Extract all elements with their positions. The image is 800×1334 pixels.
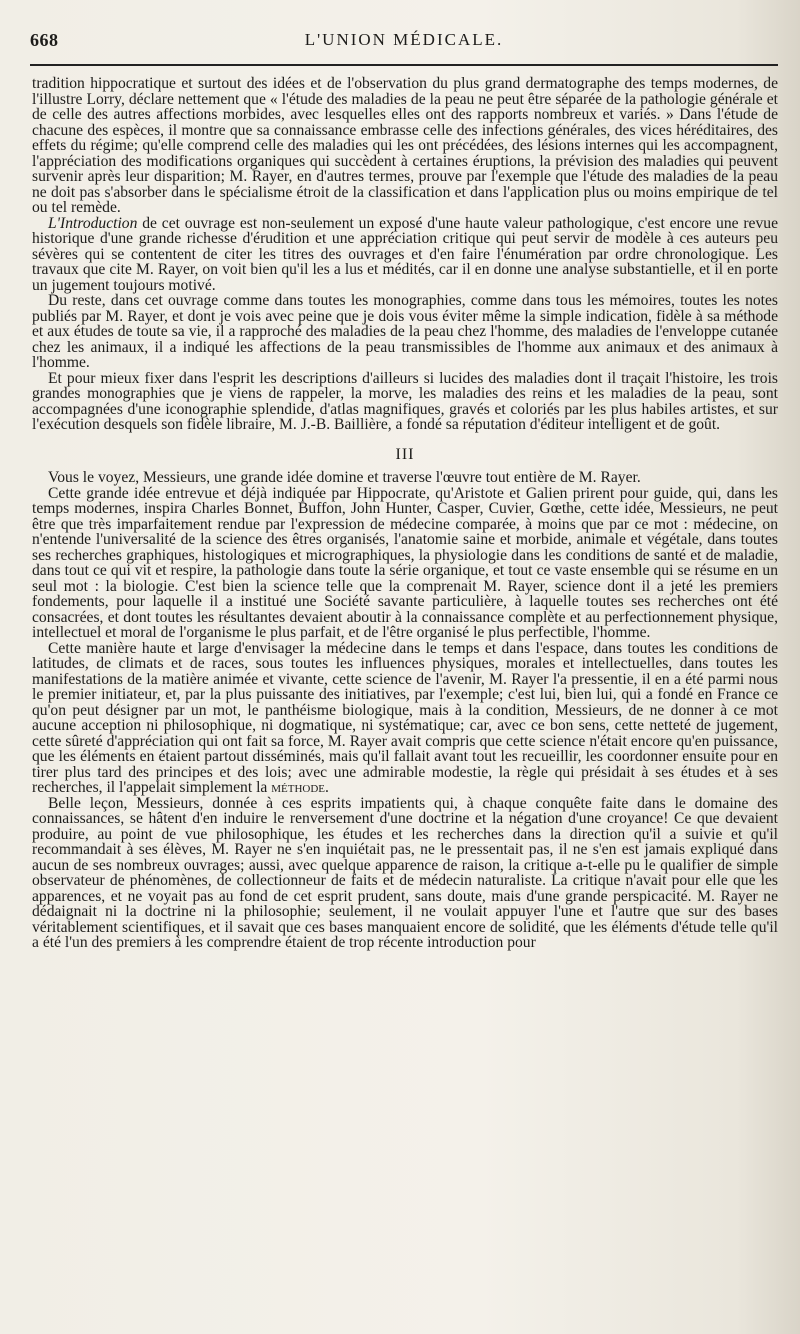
page-number: 668 <box>30 30 59 50</box>
methode-smallcaps: méthode. <box>271 779 329 796</box>
page-header <box>30 30 778 64</box>
paragraph-text: de cet ouvrage est non-seulement un exposé d'une haute valeur pathologique, c'est encore une revue historique d'une grande richesse d'érudition et une appréciation critique qui peut servir de modèle à ces auteurs peu sévères qui se contentent de citer les titres des ouvrages et d'en faire l'énumération par ordre chronologique. Les travaux que cite M. Rayer, on voit bien qu'il les a lus et médités, car il en donne une analyse substantielle, et il en porte un jugement toujours motivé. <box>32 214 778 294</box>
paragraph <box>32 641 778 796</box>
paragraph: Belle leçon, Messieurs, donnée à ces esprits impatients qui, à chaque conquête faite dans le domaine des connaissances, se hâtent d'en induire le renversement d'une doctrine et la négation d'une croyance! Ce que devaient produire, au point de vue philosophique, les études et les recherches dans la direction qu'il a suivie et qu'il recommandait à ses élèves, M. Rayer ne s'en inquiétait pas, ne le pressentait pas, il ne s'en est jamais expliqué dans aucun de ses nombreux ouvrages; aussi, avec quelque apparence de raison, la critique a-t-elle pu le qualifier de simple observateur de phénomènes, de collectionneur de faits et de médecin naturaliste. La critique n'avait pour elle que les apparences, et ne voyait pas au fond de cet esprit prudent, sans doute, mais d'une grande perspicacité. M. Rayer ne dédaignait ni la doctrine ni la philosophie; seulement, il ne voulait appuyer l'une et l'autre que sur des bases véritablement scientifiques, et il savait que ces bases manquaient encore de solidité, que les éléments d'étude telle qu'il a été l'un des premiers à les comprendre étaient de trop récente introduction pour <box>32 794 778 951</box>
paragraph: Cette grande idée entrevue et déjà indiquée par Hippocrate, qu'Aristote et Galien prirent pour guide, qui, dans les temps modernes, inspira Charles Bonnet, Buffon, John Hunter, Casper, Cuvier, Gœthe, cette idée, Messieurs, ne peut être que très imparfaitement rendue par l'expression de médecine comparée, à moins que par ce mot : médecine, on n'entende l'universalité de la science des êtres organisés, l'anatomie saine et morbide, animale et végétale, dans toutes ses recherches graphiques, histologiques et micrographiques, la physiologie dans les conditions de santé et de maladie, dans tout ce qui vit et respire, la pathologie dans toute la série organique, et tout ce vaste ensemble qui se résume en un seul mot : la biologie. C'est bien la science telle que la comprenait M. Rayer, science dont il a jeté les premiers fondements, pour laquelle il a institué une Société savante particulière, à laquelle toutes ses recherches ont été consacrées, et dont toutes les résultantes devaient aboutir à la connaissance complète et au perfectionnement physique, intellectuel et moral de l'organisme le plus parfait, et de l'être organisé le plus perfectible, l'homme. <box>32 484 778 641</box>
header-rule <box>30 64 778 66</box>
book-title: L'Introduction <box>48 214 138 232</box>
paragraph: Et pour mieux fixer dans l'esprit les descriptions d'ailleurs si lucides des maladies dont il traçait l'histoire, les trois grandes monographies que je viens de rappeler, la morve, les maladies des reins et les maladies de la peau, sont accompagnées d'une iconographie splendide, d'atlas magnifiques, gravés et coloriés par les plus habiles artistes, et sur l'exécution desquels son fidèle libraire, M. J.-B. Baillière, a fondé sa réputation d'éditeur intelligent et de goût. <box>32 369 778 433</box>
article-body <box>32 76 778 951</box>
section-heading: III <box>395 445 415 463</box>
running-title: L'UNION MÉDICALE. <box>304 30 504 49</box>
paragraph-text: Cette manière haute et large d'envisager la médecine dans le temps et dans l'espace, dans toutes les conditions de latitudes, de climats et de races, sous toutes les influences physiques, morales et intellectuelles, dans toutes les manifestations de la matière animée et vivante, cette science de l'avenir, M. Rayer l'a pressentie, il en a été parmi nous le premier initiateur, et, par la plus puissante des initiatives, par l'exemple; c'est lui, bien lui, qui a fondé en France ce qu'on peut désigner par un mot, le panthéisme biologique, mais à la condition, Messieurs, de ne donner à ce mot aucune acception ni philosophique, ni dogmatique, ni systématique; car, avec ce bon sens, cette netteté de jugement, cette sûreté d'appréciation qui ont fait sa force, M. Rayer avait compris que cette science n'était encore qu'en puissance, que les éléments en étaient partout disséminés, mais qu'il fallait avant tout les recueillir, les coordonner ensuite pour en tirer plus tard des principes et des lois; avec une admirable modestie, la règle qui présidait à ses études et à ses recherches, il l'appelait simplement la <box>32 639 778 796</box>
paragraph: Vous le voyez, Messieurs, une grande idée domine et traverse l'œuvre tout entière de M. Rayer. <box>48 469 641 486</box>
paragraph <box>32 216 778 294</box>
paragraph: tradition hippocratique et surtout des idées et de l'observation du plus grand dermatographe des temps modernes, de l'illustre Lorry, déclare nettement que « l'étude des maladies de la peau ne peut être séparée de la pathologie générale et de celle des autres affections morbides, avec lesquelles elles ont des rapports nombreux et variés. » Dans l'étude de chacune des espèces, il montre que sa connaissance embrasse celle des infections générales, des vices héréditaires, des effets du régime; qu'elle comprend celle des maladies qui les ont précédées, des lésions internes qui les accompagnent, l'appréciation des modifications organiques qui succèdent à certaines éruptions, la prévision des maladies qui peuvent survenir après leur disparition; M. Rayer, en d'autres termes, prouve par l'exemple que l'étude des maladies de la peau ne doit pas s'absorber dans le spécialisme étroit de la classification et dans l'application plus ou moins empirique de tel ou tel remède. <box>32 75 778 216</box>
paragraph: Du reste, dans cet ouvrage comme dans toutes les monographies, comme dans tous les mémoires, toutes les notes publiés par M. Rayer, et dont je vois avec peine que je dois vous éviter même la simple indication, fidèle à sa méthode et aux études de toute sa vie, il a rapproché des maladies de la peau chez l'homme, des maladies de l'enveloppe cutanée chez les animaux, il a indiqué les affections de la peau transmissibles de l'homme aux animaux et des animaux à l'homme. <box>32 292 778 371</box>
